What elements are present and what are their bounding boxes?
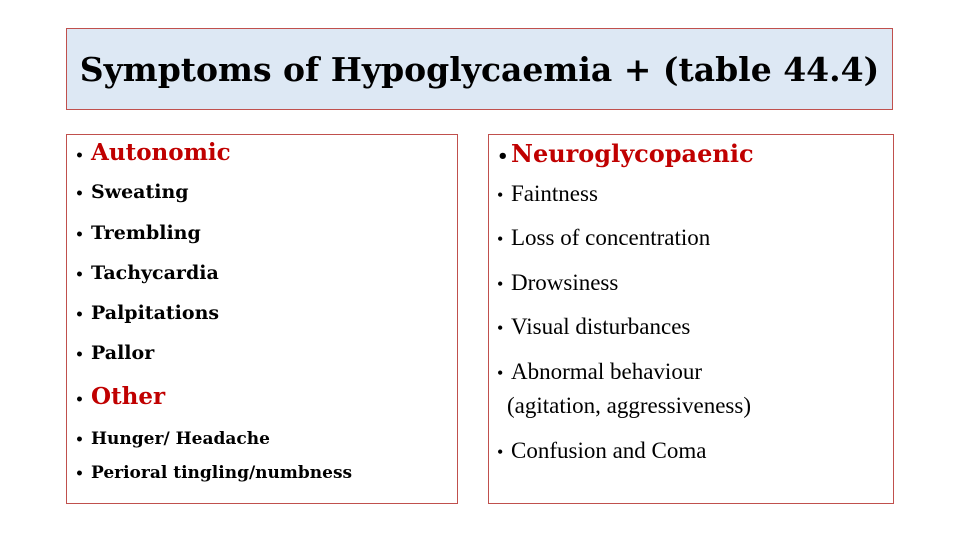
list-item-continuation: (agitation, aggressiveness)	[507, 393, 751, 418]
list-item: • Loss of concentration	[497, 225, 711, 250]
slide-title: Symptoms of Hypoglycaemia + (table 44.4)	[79, 49, 880, 89]
list-item: • Tachycardia	[75, 262, 219, 284]
autonomic-heading: • Autonomic	[75, 139, 231, 166]
other-heading: • Other	[75, 383, 166, 410]
list-item: • Visual disturbances	[497, 314, 691, 339]
bullet: •	[75, 148, 84, 164]
list-item: • Palpitations	[75, 302, 220, 324]
list-item: • Sweating	[75, 181, 189, 203]
list-item: • Perioral tingling/numbness	[75, 463, 353, 483]
list-item: • Confusion and Coma	[497, 438, 707, 463]
neuroglycopaenic-panel	[488, 134, 894, 504]
autonomic-panel	[66, 134, 458, 504]
neuroglycopaenic-heading: • Neuroglycopaenic	[497, 139, 754, 168]
list-item: • Trembling	[75, 222, 201, 244]
list-item: • Hunger/ Headache	[75, 429, 270, 449]
list-item: • Drowsiness	[497, 270, 619, 295]
list-item: • Faintness	[497, 181, 598, 206]
list-item: • Abnormal behaviour	[497, 359, 702, 384]
list-item: • Pallor	[75, 342, 155, 364]
title-box	[66, 28, 893, 110]
